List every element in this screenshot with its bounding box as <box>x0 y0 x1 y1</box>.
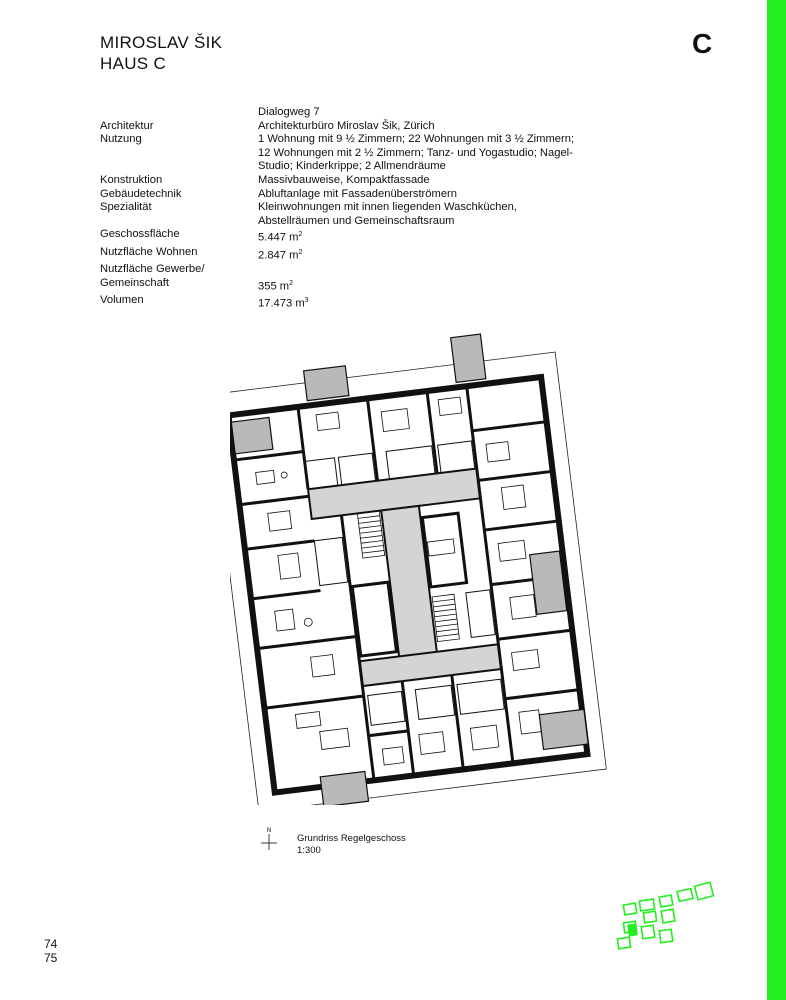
fact-row <box>100 201 578 228</box>
project-facts <box>100 106 578 311</box>
fact-value: Abluftanlage mit Fassadenüberströmern <box>258 187 457 200</box>
fact-row <box>100 188 578 202</box>
fact-row <box>100 174 578 188</box>
fact-row <box>100 277 578 294</box>
address: Dialogweg 7 <box>258 106 320 118</box>
fact-value: Architekturbüro Miroslav Šik, Zürich <box>258 119 435 132</box>
fact-value: 1 Wohnung mit 9 ½ Zimmern; 22 Wohnungen mit 3 ½ Zimmern; 12 Wohnungen mit 2 ½ Zimmern; Tanz- und Yogastudio; Nagel-Studio; Kinderkrippe; 2 Allmendräume <box>258 133 575 173</box>
fact-row <box>100 120 578 134</box>
fact-label: Nutzung <box>100 133 142 146</box>
fact-row-address <box>100 106 578 120</box>
fact-label: Volumen <box>100 293 144 306</box>
architect-name: MIROSLAV ŠIK <box>100 33 223 52</box>
fact-label: Geschossfläche <box>100 228 180 241</box>
fact-value: Massivbauweise, Kompaktfassade <box>258 173 430 186</box>
north-label: N <box>266 828 272 834</box>
page-numbers <box>44 937 57 965</box>
fact-label: Konstruktion <box>100 173 163 186</box>
north-arrow-icon <box>261 826 277 850</box>
fact-value: 2.847 $m^2$ <box>258 248 303 262</box>
fact-value <box>258 263 578 277</box>
caption-title: Grundriss Regelgeschoss <box>297 833 406 844</box>
floor-plan-rotated-group <box>230 330 607 805</box>
plan-caption <box>297 833 406 857</box>
fact-value: 5.447 $m^2$ <box>258 231 303 245</box>
green-edge-bar <box>767 0 786 1000</box>
caption-scale: 1:300 <box>297 845 321 856</box>
page-title <box>100 32 222 74</box>
fact-value: 355 $m^2$ <box>258 279 293 293</box>
fact-label: Gemeinschaft <box>100 276 170 289</box>
fact-row <box>100 246 578 263</box>
site-plan-key-icon <box>610 876 726 956</box>
fact-row <box>100 294 578 311</box>
floor-plan-drawing <box>230 330 615 805</box>
project-name: HAUS C <box>100 54 167 73</box>
fact-label: Nutzfläche Gewerbe/ <box>100 263 205 275</box>
fact-value: 17.473 $m^3$ <box>258 296 309 310</box>
fact-row <box>100 228 578 245</box>
page-number-right: 75 <box>44 951 58 965</box>
fact-value: Kleinwohnungen mit innen liegenden Waschküchen, Abstellräumen und Gemeinschaftsraum <box>258 201 517 227</box>
section-letter: C <box>692 28 713 59</box>
current-building-marker <box>627 923 638 936</box>
fact-label: Nutzfläche Wohnen <box>100 245 198 258</box>
fact-label: Spezialität <box>100 201 152 214</box>
page-number-left: 74 <box>44 937 58 951</box>
fact-row <box>100 133 578 174</box>
fact-row <box>100 263 578 277</box>
fact-label: Architektur <box>100 119 154 132</box>
fact-label: Gebäudetechnik <box>100 187 182 200</box>
